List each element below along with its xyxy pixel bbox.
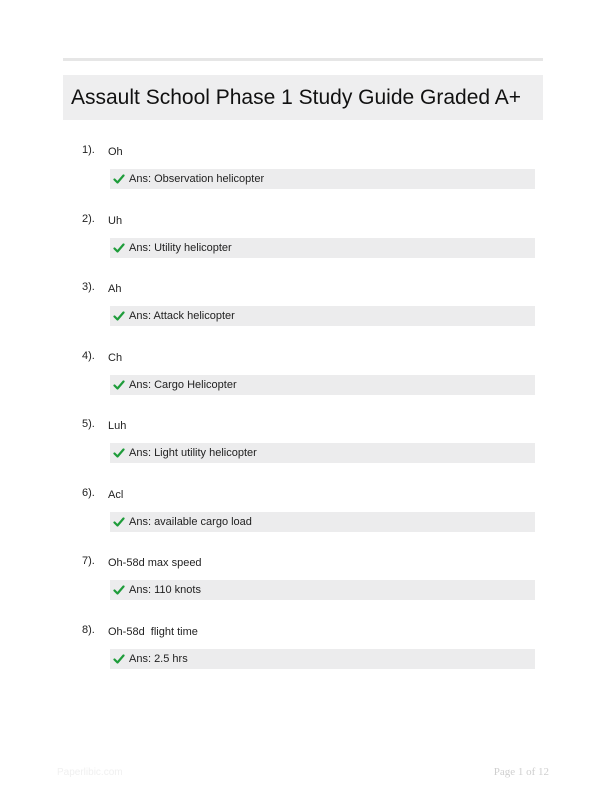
checkmark-icon <box>113 379 125 391</box>
checkmark-icon <box>113 516 125 528</box>
top-divider <box>63 58 543 61</box>
checkmark-icon <box>113 653 125 665</box>
answer-text: Ans: Utility helicopter <box>129 241 232 254</box>
question-number: 5). <box>82 418 95 430</box>
answer-box <box>110 649 535 669</box>
question-text: Acl <box>108 488 124 501</box>
question-item <box>63 210 543 279</box>
page-title: Assault School Phase 1 Study Guide Graded A+ <box>71 85 522 109</box>
question-list <box>63 141 543 689</box>
question-text: Luh <box>108 420 127 432</box>
answer-text: Ans: 2.5 hrs <box>129 652 188 665</box>
answer-text: Ans: Observation helicopter <box>129 173 265 185</box>
question-item <box>63 621 543 690</box>
question-number: 7). <box>82 555 95 567</box>
checkmark-icon <box>113 173 125 185</box>
question-item <box>63 278 543 347</box>
question-number: 2). <box>82 212 95 225</box>
question-number: 6). <box>82 486 95 499</box>
question-item <box>63 415 543 484</box>
question-item <box>63 552 543 621</box>
page-number: Page 1 of 12 <box>493 766 549 778</box>
answer-box <box>110 512 535 532</box>
question-text: Ch <box>108 351 123 364</box>
answer-text: Ans: available cargo load <box>129 515 252 528</box>
question-number: 3). <box>82 281 95 293</box>
question-text: Oh <box>108 146 123 158</box>
answer-box <box>110 580 535 600</box>
question-text: Uh <box>108 214 123 227</box>
checkmark-icon <box>113 447 125 459</box>
title-bar <box>63 75 543 120</box>
question-text: Oh-58d max speed <box>108 557 202 569</box>
answer-box <box>110 443 535 463</box>
question-text: Ah <box>108 283 122 295</box>
question-item <box>63 347 543 416</box>
answer-box <box>110 169 535 189</box>
question-text: Oh-58d flight time <box>108 625 198 638</box>
question-item <box>63 484 543 553</box>
question-number: 4). <box>82 349 95 362</box>
checkmark-icon <box>113 310 125 322</box>
answer-box <box>110 375 535 395</box>
answer-box <box>110 306 535 326</box>
footer-watermark: Paperlibic.com <box>57 767 123 778</box>
checkmark-icon <box>113 242 125 254</box>
checkmark-icon <box>113 584 125 596</box>
answer-text: Ans: 110 knots <box>129 584 201 596</box>
answer-text: Ans: Cargo Helicopter <box>129 378 237 391</box>
answer-text: Ans: Attack helicopter <box>129 310 235 322</box>
question-number: 1). <box>82 144 95 156</box>
question-number: 8). <box>82 623 95 636</box>
answer-box <box>110 238 535 258</box>
answer-text: Ans: Light utility helicopter <box>129 447 257 459</box>
question-item <box>63 141 543 210</box>
